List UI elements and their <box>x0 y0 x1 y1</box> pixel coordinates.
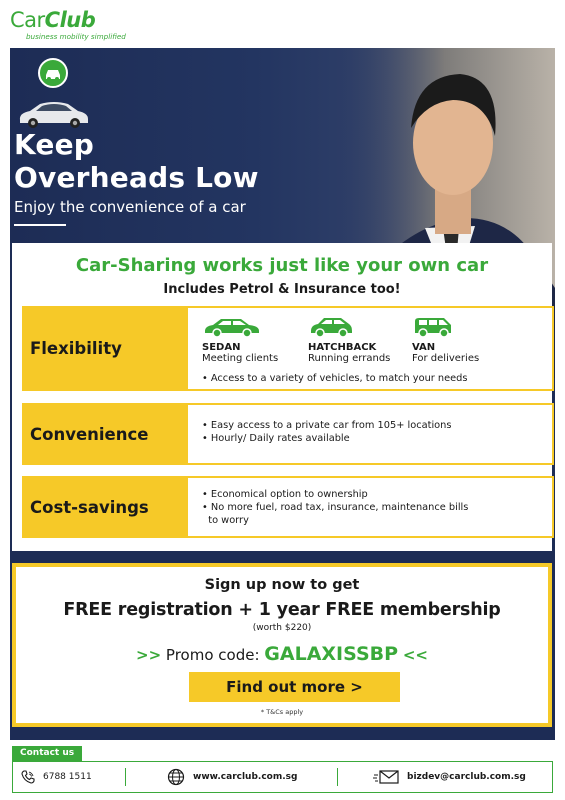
mail-icon <box>373 769 399 785</box>
find-out-more-button[interactable]: Find out more > <box>189 672 400 702</box>
hatchback-icon <box>308 314 354 338</box>
contact-email[interactable] <box>373 762 526 792</box>
promo-code-line <box>16 643 548 665</box>
email-link[interactable]: bizdev@carclub.com.sg <box>407 772 526 782</box>
hero-title-line1: Keep <box>14 128 95 161</box>
carclub-logo[interactable] <box>10 8 170 44</box>
feature-cost-savings <box>22 476 554 538</box>
feature-details <box>188 478 552 536</box>
contact-us-tab: Contact us <box>12 746 82 761</box>
sedan-icon <box>202 314 262 338</box>
vehicle-sedan <box>202 314 312 365</box>
vehicle-use: Running errands <box>308 353 391 364</box>
feature-label: Flexibility <box>30 339 122 358</box>
feature-details <box>188 405 552 463</box>
contact-bar <box>12 761 553 793</box>
contact-phone[interactable] <box>21 762 92 792</box>
hero-title-line2: Overheads Low <box>14 161 259 194</box>
website-link[interactable]: www.carclub.com.sg <box>193 772 298 782</box>
feature-bullet: to worry <box>202 515 249 526</box>
feature-bullet: • Access to a variety of vehicles, to match your needs <box>202 373 468 384</box>
promo-offer: FREE registration + 1 year FREE membership <box>63 600 501 620</box>
phone-icon <box>21 770 35 784</box>
features-panel <box>12 243 552 551</box>
vehicle-name: SEDAN <box>202 342 241 353</box>
hero-title <box>14 128 259 194</box>
promo-section <box>12 563 552 727</box>
feature-bullet: • No more fuel, road tax, insurance, maintenance bills <box>202 502 469 513</box>
promo-code[interactable]: GALAXISSBP <box>264 643 399 665</box>
vehicle-use: Meeting clients <box>202 353 279 364</box>
feature-label: Convenience <box>30 424 149 444</box>
feature-details <box>188 308 552 389</box>
panel-title: Car-Sharing works just like your own car <box>75 255 489 276</box>
promo-arrows-right: << <box>402 646 428 664</box>
van-icon <box>412 314 454 338</box>
feature-convenience <box>22 403 554 465</box>
logo-text-club: Club <box>44 8 96 32</box>
promo-heading: Sign up now to get <box>204 577 360 593</box>
feature-bullet: • Economical option to ownership <box>202 489 368 500</box>
sedan-car-photo <box>16 96 92 130</box>
contact-website[interactable] <box>167 762 297 792</box>
phone-number[interactable]: 6788 1511 <box>43 772 92 782</box>
hero-subtitle: Enjoy the convenience of a car <box>14 198 246 216</box>
vehicle-use: For deliveries <box>412 353 480 364</box>
promo-code-label: Promo code: <box>165 646 260 664</box>
panel-subtitle: Includes Petrol & Insurance too! <box>163 282 401 297</box>
promo-worth: (worth $220) <box>252 623 312 633</box>
vehicle-name: HATCHBACK <box>308 342 377 353</box>
logo-tagline: business mobility simplified <box>26 32 126 41</box>
terms-note: * T&Cs apply <box>260 708 304 716</box>
divider <box>337 768 338 786</box>
divider <box>125 768 126 786</box>
carclub-app-icon <box>38 58 68 88</box>
logo-text-car: Car <box>10 8 45 32</box>
feature-label: Cost-savings <box>30 497 149 517</box>
hero-underline <box>14 224 66 226</box>
globe-icon <box>167 768 185 786</box>
vehicle-van <box>412 314 522 365</box>
feature-bullet: • Hourly/ Daily rates available <box>202 433 350 444</box>
feature-bullet: • Easy access to a private car from 105+ locations <box>202 420 452 431</box>
promo-arrows-left: >> <box>136 646 162 664</box>
feature-flexibility <box>22 306 554 391</box>
vehicle-name: VAN <box>412 342 436 353</box>
vehicle-hatchback <box>308 314 418 365</box>
promo-inner <box>16 567 548 723</box>
